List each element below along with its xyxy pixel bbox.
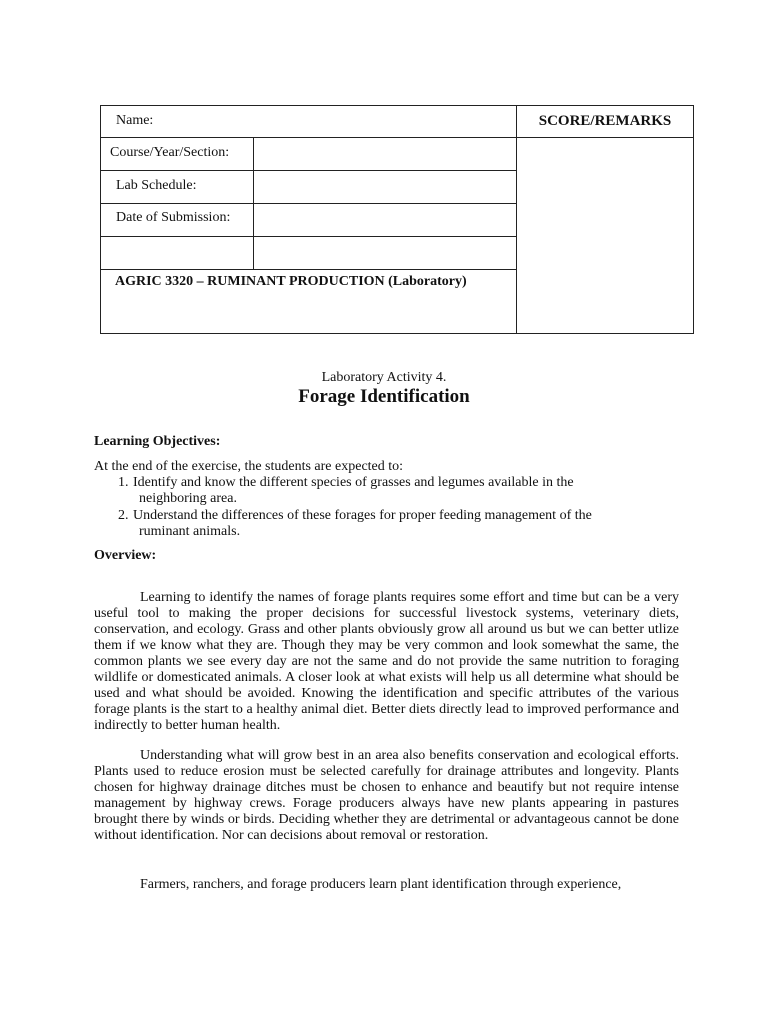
submission-date-field[interactable] xyxy=(254,204,516,236)
score-remarks-label: SCORE/REMARKS xyxy=(538,113,672,129)
overview-paragraph: Understanding what will grow best in an area also benefits conservation and ecological efforts. Plants used to reduce erosion must be selected carefully for drainage attributes and longevity. Plants chosen for highway drainage ditches must be chosen to enhance and beautify but not require intense management by highway crews. Forage producers always have new plants appearing in pastures brought there by winds or birds. Deciding whether they are detrimental or advantageous cannot be done without identification. Nor can decisions about removal or restoration. xyxy=(94,748,679,843)
score-remarks-field[interactable] xyxy=(517,138,693,333)
activity-label: Laboratory Activity 4. xyxy=(321,370,447,385)
overview-paragraph: Farmers, ranchers, and forage producers learn plant identification through experience, xyxy=(140,877,622,892)
submission-date-label: Date of Submission: xyxy=(116,210,231,225)
student-info-table xyxy=(100,105,694,334)
course-section-label: Course/Year/Section: xyxy=(110,145,230,160)
table-divider xyxy=(101,236,517,237)
overview-heading: Overview: xyxy=(94,548,157,563)
lab-schedule-field[interactable] xyxy=(254,171,516,203)
learning-objectives-heading: Learning Objectives: xyxy=(94,434,221,449)
objective-number: 2. xyxy=(118,508,129,523)
page-title: Forage Identification xyxy=(298,386,470,407)
objective-text-cont: neighboring area. xyxy=(139,491,237,506)
name-label: Name: xyxy=(116,113,154,128)
course-title: AGRIC 3320 – RUMINANT PRODUCTION (Laboratory) xyxy=(115,274,467,289)
course-section-field[interactable] xyxy=(254,138,516,170)
table-divider xyxy=(101,269,517,270)
objectives-intro: At the end of the exercise, the students are expected to: xyxy=(94,459,404,474)
lab-schedule-label: Lab Schedule: xyxy=(116,178,197,193)
objective-text: Understand the differences of these forages for proper feeding management of the xyxy=(133,508,592,523)
objective-number: 1. xyxy=(118,475,129,490)
overview-paragraph: Learning to identify the names of forage plants requires some effort and time but can be a very useful tool to making the proper decisions for successful livestock systems, veterinary diets, conservation, and ecology. Grass and other plants obviously grow all around us but we can better utlize them if we know what they are. Though they may be very common and look somewhat the same, the common plants we see every day are not the same and do not provide the same nutrition to foraging wildlife or domesticated animals. A closer look at what exists will help us all determine what should be used and what should be avoided. Knowing the identification and specific attributes of the various forage plants is the start to a healthy animal diet. Better diets directly lead to improved performance and indirectly to better human health. xyxy=(94,590,679,733)
objective-text: Identify and know the different species of grasses and legumes available in the xyxy=(133,475,574,490)
objective-text-cont: ruminant animals. xyxy=(139,524,241,539)
